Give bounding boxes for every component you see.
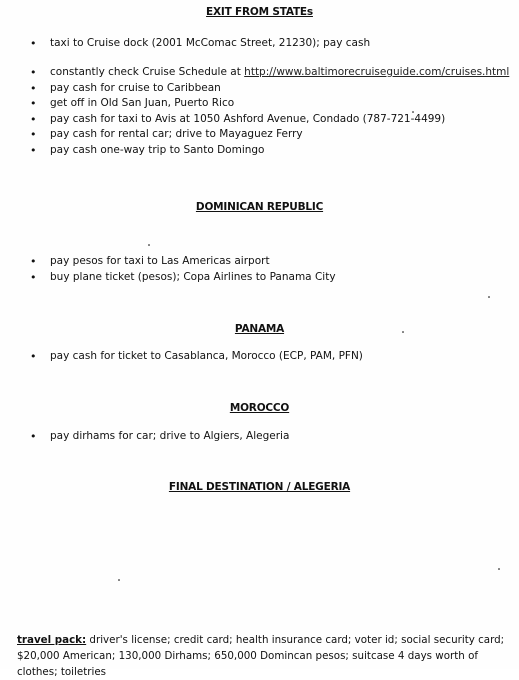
- list-morocco: [0, 429, 519, 445]
- list-item: • pay dirhams for car; drive to Algiers, Alegeria: [0, 429, 519, 445]
- list-item: • taxi to Cruise dock (2001 McComac Street, 21230); pay cash: [0, 36, 519, 52]
- list-exit: [0, 65, 519, 158]
- list-item-text: constantly check Cruise Schedule at: [50, 66, 245, 78]
- heading-morocco: MOROCCO: [229, 402, 290, 414]
- list-item: • pay cash for cruise to Caribbean: [0, 81, 519, 97]
- list-item: • pay pesos for taxi to Las Americas airport: [0, 254, 519, 270]
- heading-exit-from-states: EXIT FROM STATEs: [206, 6, 313, 18]
- scan-speck: [498, 568, 500, 570]
- list-item: • pay cash for rental car; drive to Mayaguez Ferry: [0, 127, 519, 143]
- cruise-schedule-link[interactable]: http://www.baltimorecruiseguide.com/cruises.html: [244, 66, 510, 78]
- scan-speck: [118, 579, 120, 581]
- list-item-cruise-schedule: [0, 65, 519, 81]
- list-dominican: [0, 254, 519, 285]
- heading-dominican-republic: DOMINICAN REPUBLIC: [195, 201, 324, 213]
- list-item: • get off in Old San Juan, Puerto Rico: [0, 96, 519, 112]
- list-panama: [0, 349, 519, 365]
- list-item: • buy plane ticket (pesos); Copa Airlines to Panama City: [0, 270, 519, 286]
- scan-speck: [488, 296, 490, 298]
- scan-speck: [402, 331, 404, 333]
- list-item: • pay cash for ticket to Casablanca, Morocco (ECP, PAM, PFN): [0, 349, 519, 365]
- heading-final-destination: FINAL DESTINATION / ALEGERIA: [168, 481, 351, 493]
- scan-speck: [148, 244, 150, 246]
- list-item: • pay cash one-way trip to Santo Domingo: [0, 143, 519, 159]
- travel-pack-text: driver's license; credit card; health insurance card; voter id; social security card; $20,000 American; 130,000 Dirhams; 650,000 Domincan pesos; suitcase 4 days worth of clothes; toiletries: [17, 634, 505, 678]
- heading-panama: PANAMA: [234, 323, 285, 335]
- travel-pack-label: travel pack:: [17, 634, 87, 646]
- scan-speck: [412, 111, 414, 113]
- travel-pack-note: [17, 632, 512, 680]
- list-item: • pay cash for taxi to Avis at 1050 Ashford Avenue, Condado (787-721-4499): [0, 112, 519, 128]
- list-exit-first: [0, 36, 519, 52]
